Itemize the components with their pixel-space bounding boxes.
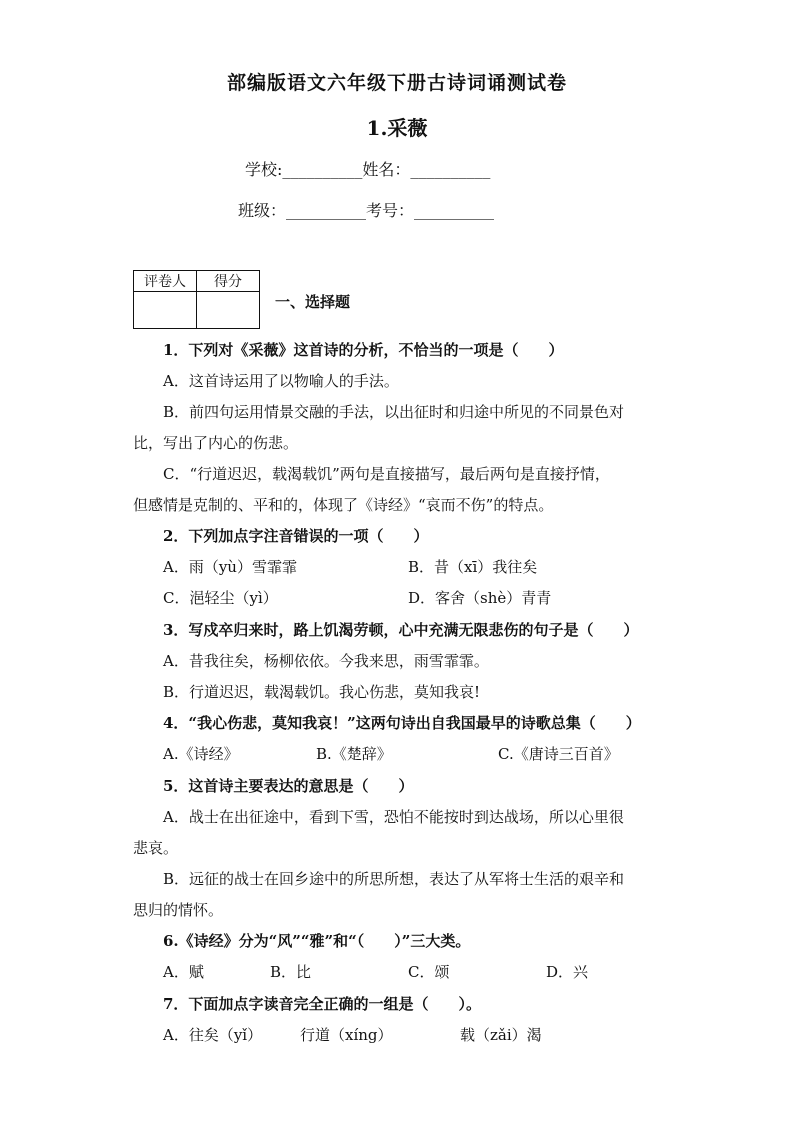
- q1-option-c-cont: 但感情是克制的、平和的，体现了《诗经》“哀而不伤”的特点。: [133, 496, 554, 514]
- grader-header: 评卷人: [134, 271, 197, 292]
- q4-option-b: B.《楚辞》: [316, 745, 392, 763]
- q2-option-a: A．雨（yù）雪霏霏: [163, 558, 297, 576]
- class-number-line: 班级：__________考号：__________: [238, 201, 495, 220]
- question-4: 4．“我心伤悲，莫知我哀！”这两句诗出自我国最早的诗歌总集（ ）: [163, 714, 641, 732]
- score-header: 得分: [197, 271, 260, 292]
- q1-option-b-cont: 比，写出了内心的伤悲。: [133, 434, 299, 452]
- grader-cell: [134, 292, 197, 329]
- q7-option-a-1: A．往矣（yǐ）: [163, 1026, 263, 1044]
- q6-option-c: C．颂: [408, 963, 450, 981]
- section-heading: 一、选择题: [275, 293, 351, 311]
- q5-option-b-cont: 思归的情怀。: [133, 901, 224, 919]
- q6-option-b: B．比: [270, 963, 312, 981]
- question-1: 1．下列对《采薇》这首诗的分析，不恰当的一项是（ ）: [163, 341, 564, 359]
- q3-option-b: B．行道迟迟，载渴载饥。我心伤悲，莫知我哀!: [163, 683, 481, 701]
- q7-option-a-3: 载（zǎi）渴: [460, 1026, 542, 1044]
- question-3: 3．写戍卒归来时，路上饥渴劳顿，心中充满无限悲伤的句子是（ ）: [163, 621, 639, 639]
- question-5: 5．这首诗主要表达的意思是（ ）: [163, 777, 414, 795]
- score-cell: [197, 292, 260, 329]
- q5-option-b: B．远征的战士在回乡途中的所思所想，表达了从军将士生活的艰辛和: [163, 870, 625, 888]
- q2-option-b: B．昔（xī）我往矣: [408, 558, 538, 576]
- q2-option-d: D．客舍（shè）青青: [408, 589, 552, 607]
- question-7: 7．下面加点字读音完全正确的一组是（ ）。: [163, 995, 481, 1013]
- q3-option-a: A．昔我往矣，杨柳依依。今我来思，雨雪霏霏。: [163, 652, 489, 670]
- score-table: [133, 270, 260, 329]
- q1-option-b: B．前四句运用情景交融的手法，以出征时和归途中所见的不同景色对: [163, 403, 625, 421]
- school-name-line: 学校:__________姓名：__________: [245, 160, 491, 179]
- q1-option-a: A．这首诗运用了以物喻人的手法。: [163, 372, 399, 390]
- q6-option-d: D．兴: [546, 963, 589, 981]
- q1-option-c: C．“行道迟迟，载渴载饥”两句是直接描写，最后两句是直接抒情，: [163, 465, 610, 483]
- q4-option-a: A.《诗经》: [163, 745, 239, 763]
- q4-option-c: C.《唐诗三百首》: [498, 745, 619, 763]
- q2-option-c: C．浥轻尘（yì）: [163, 589, 278, 607]
- q5-option-a-cont: 悲哀。: [133, 839, 179, 857]
- q6-option-a: A．赋: [163, 963, 204, 981]
- question-2: 2．下列加点字注音错误的一项（ ）: [163, 527, 429, 545]
- q5-option-a: A．战士在出征途中，看到下雪，恐怕不能按时到达战场，所以心里很: [163, 808, 624, 826]
- question-6: 6.《诗经》分为“风”“雅”和“（ ）”三大类。: [163, 932, 471, 950]
- poem-title: 1.采薇: [366, 116, 428, 140]
- exam-title: 部编版语文六年级下册古诗词诵测试卷: [226, 72, 567, 94]
- q7-option-a-2: 行道（xíng）: [300, 1026, 393, 1044]
